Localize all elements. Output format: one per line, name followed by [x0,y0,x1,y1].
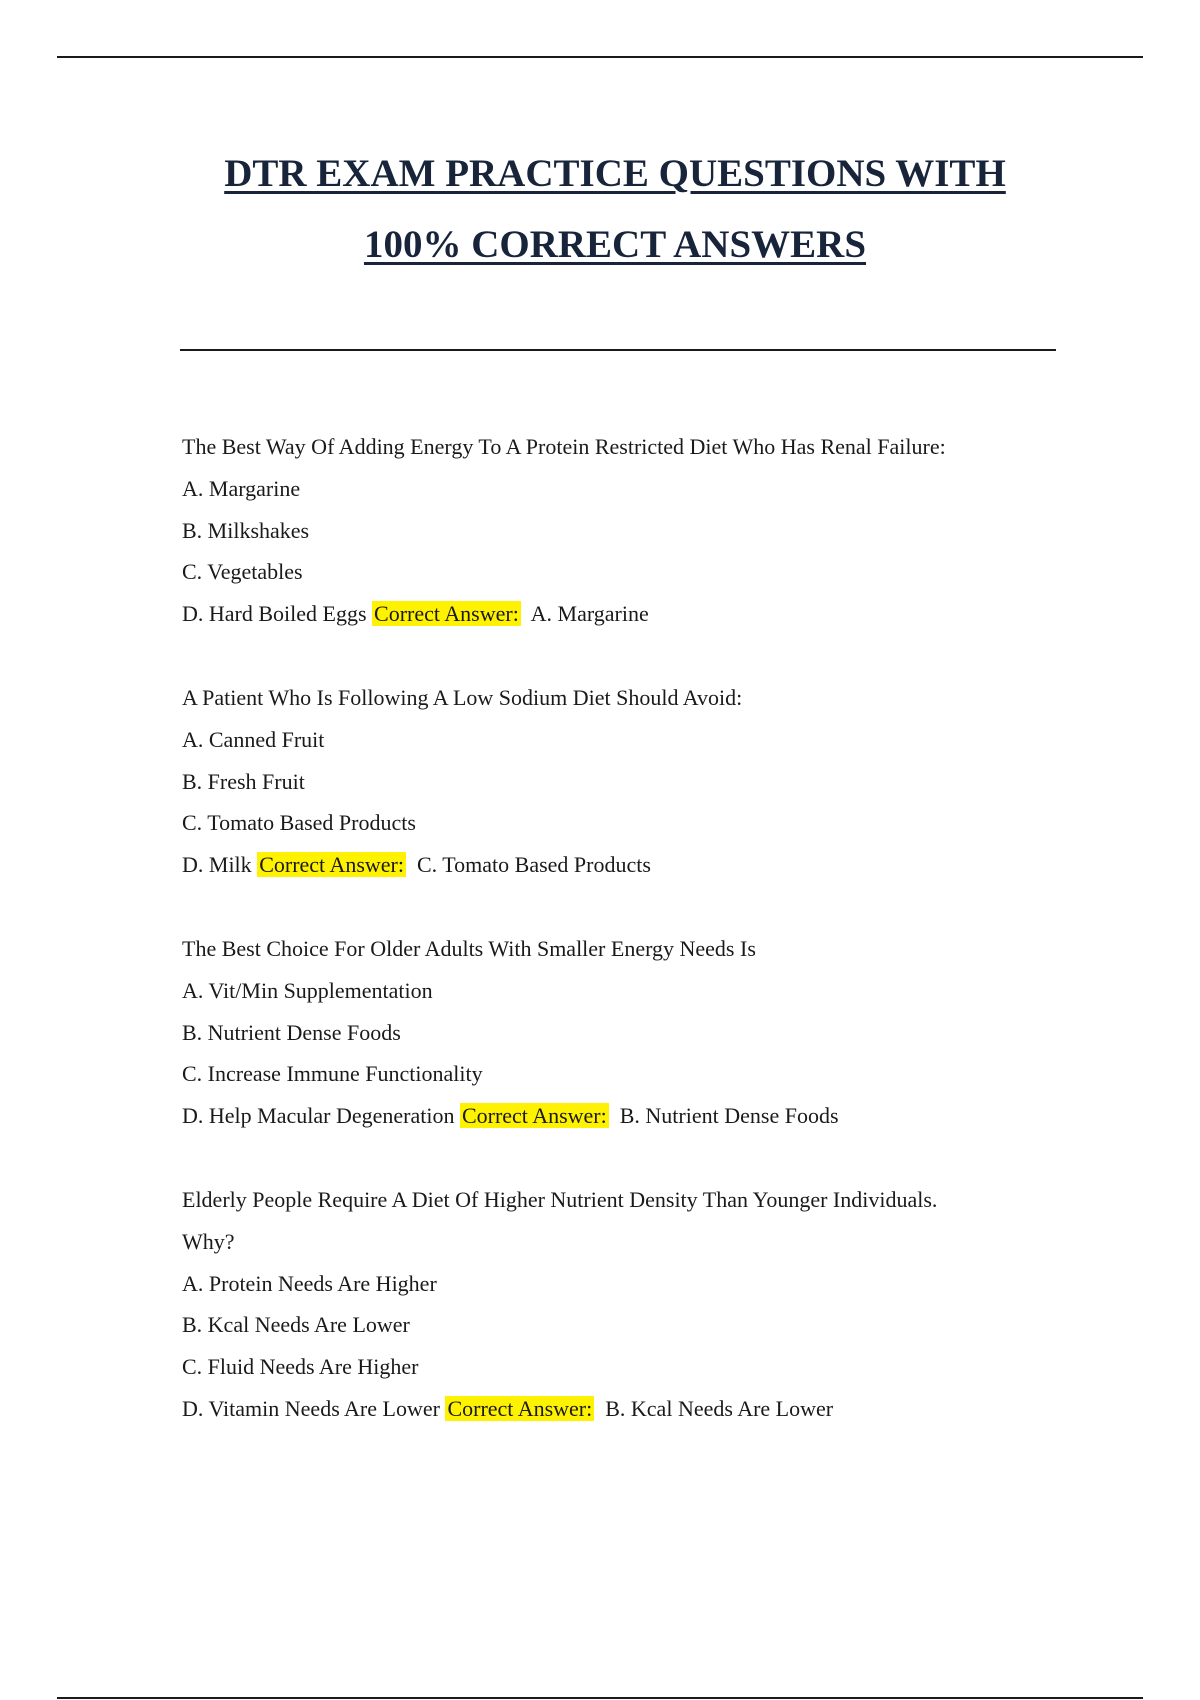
answer-option: A. Protein Needs Are Higher [182,1270,437,1296]
answer-option: C. Fluid Needs Are Higher [182,1354,419,1380]
correct-answer-value: B. Nutrient Dense Foods [619,1103,839,1129]
answer-option-with-key [182,593,1082,635]
answer-option: D. Hard Boiled Eggs [182,601,367,627]
answer-option-with-key [182,1388,1082,1430]
title-separator-rule [180,349,1056,351]
question-prompt: A Patient Who Is Following A Low Sodium Diet Should Avoid: [182,684,743,710]
answer-option: D. Vitamin Needs Are Lower [182,1395,440,1421]
question-block [182,426,1082,635]
answer-option: A. Vit/Min Supplementation [182,977,433,1003]
question-prompt-continued: Why? [182,1228,235,1254]
answer-option: C. Tomato Based Products [182,810,416,836]
answer-option: D. Milk [182,852,252,878]
correct-answer-label: Correct Answer: [374,601,519,627]
answer-option: B. Kcal Needs Are Lower [182,1312,410,1338]
correct-answer-value: B. Kcal Needs Are Lower [605,1395,834,1421]
question-prompt: The Best Choice For Older Adults With Smaller Energy Needs Is [182,935,756,961]
correct-answer-value: C. Tomato Based Products [416,852,651,878]
answer-option-with-key [182,1095,1082,1137]
title-line-2: 100% CORRECT ANSWERS [363,223,867,266]
question-block [182,928,1082,1137]
title-line-1: DTR EXAM PRACTICE QUESTIONS WITH [224,152,1006,195]
document-title [120,138,1110,280]
question-list [182,426,1082,1472]
answer-option: A. Margarine [182,475,301,501]
answer-option-with-key [182,844,1082,886]
answer-option: D. Help Macular Degeneration [182,1103,455,1129]
answer-option: C. Increase Immune Functionality [182,1061,483,1087]
correct-answer-label: Correct Answer: [259,852,404,878]
answer-option: C. Vegetables [182,559,303,585]
question-prompt: The Best Way Of Adding Energy To A Protein Restricted Diet Who Has Renal Failure: [182,434,946,459]
bottom-rule [57,1697,1143,1699]
correct-answer-label: Correct Answer: [447,1395,593,1421]
question-block [182,677,1082,886]
question-block [182,1179,1082,1430]
question-prompt: Elderly People Require A Diet Of Higher Nutrient Density Than Younger Individuals. [182,1186,938,1212]
correct-answer-label: Correct Answer: [461,1103,607,1129]
correct-answer-value: A. Margarine [530,601,649,627]
answer-option: B. Milkshakes [182,517,310,543]
answer-option: A. Canned Fruit [182,726,325,752]
top-rule [57,56,1143,58]
answer-option: B. Fresh Fruit [182,768,305,794]
answer-option: B. Nutrient Dense Foods [182,1019,401,1045]
